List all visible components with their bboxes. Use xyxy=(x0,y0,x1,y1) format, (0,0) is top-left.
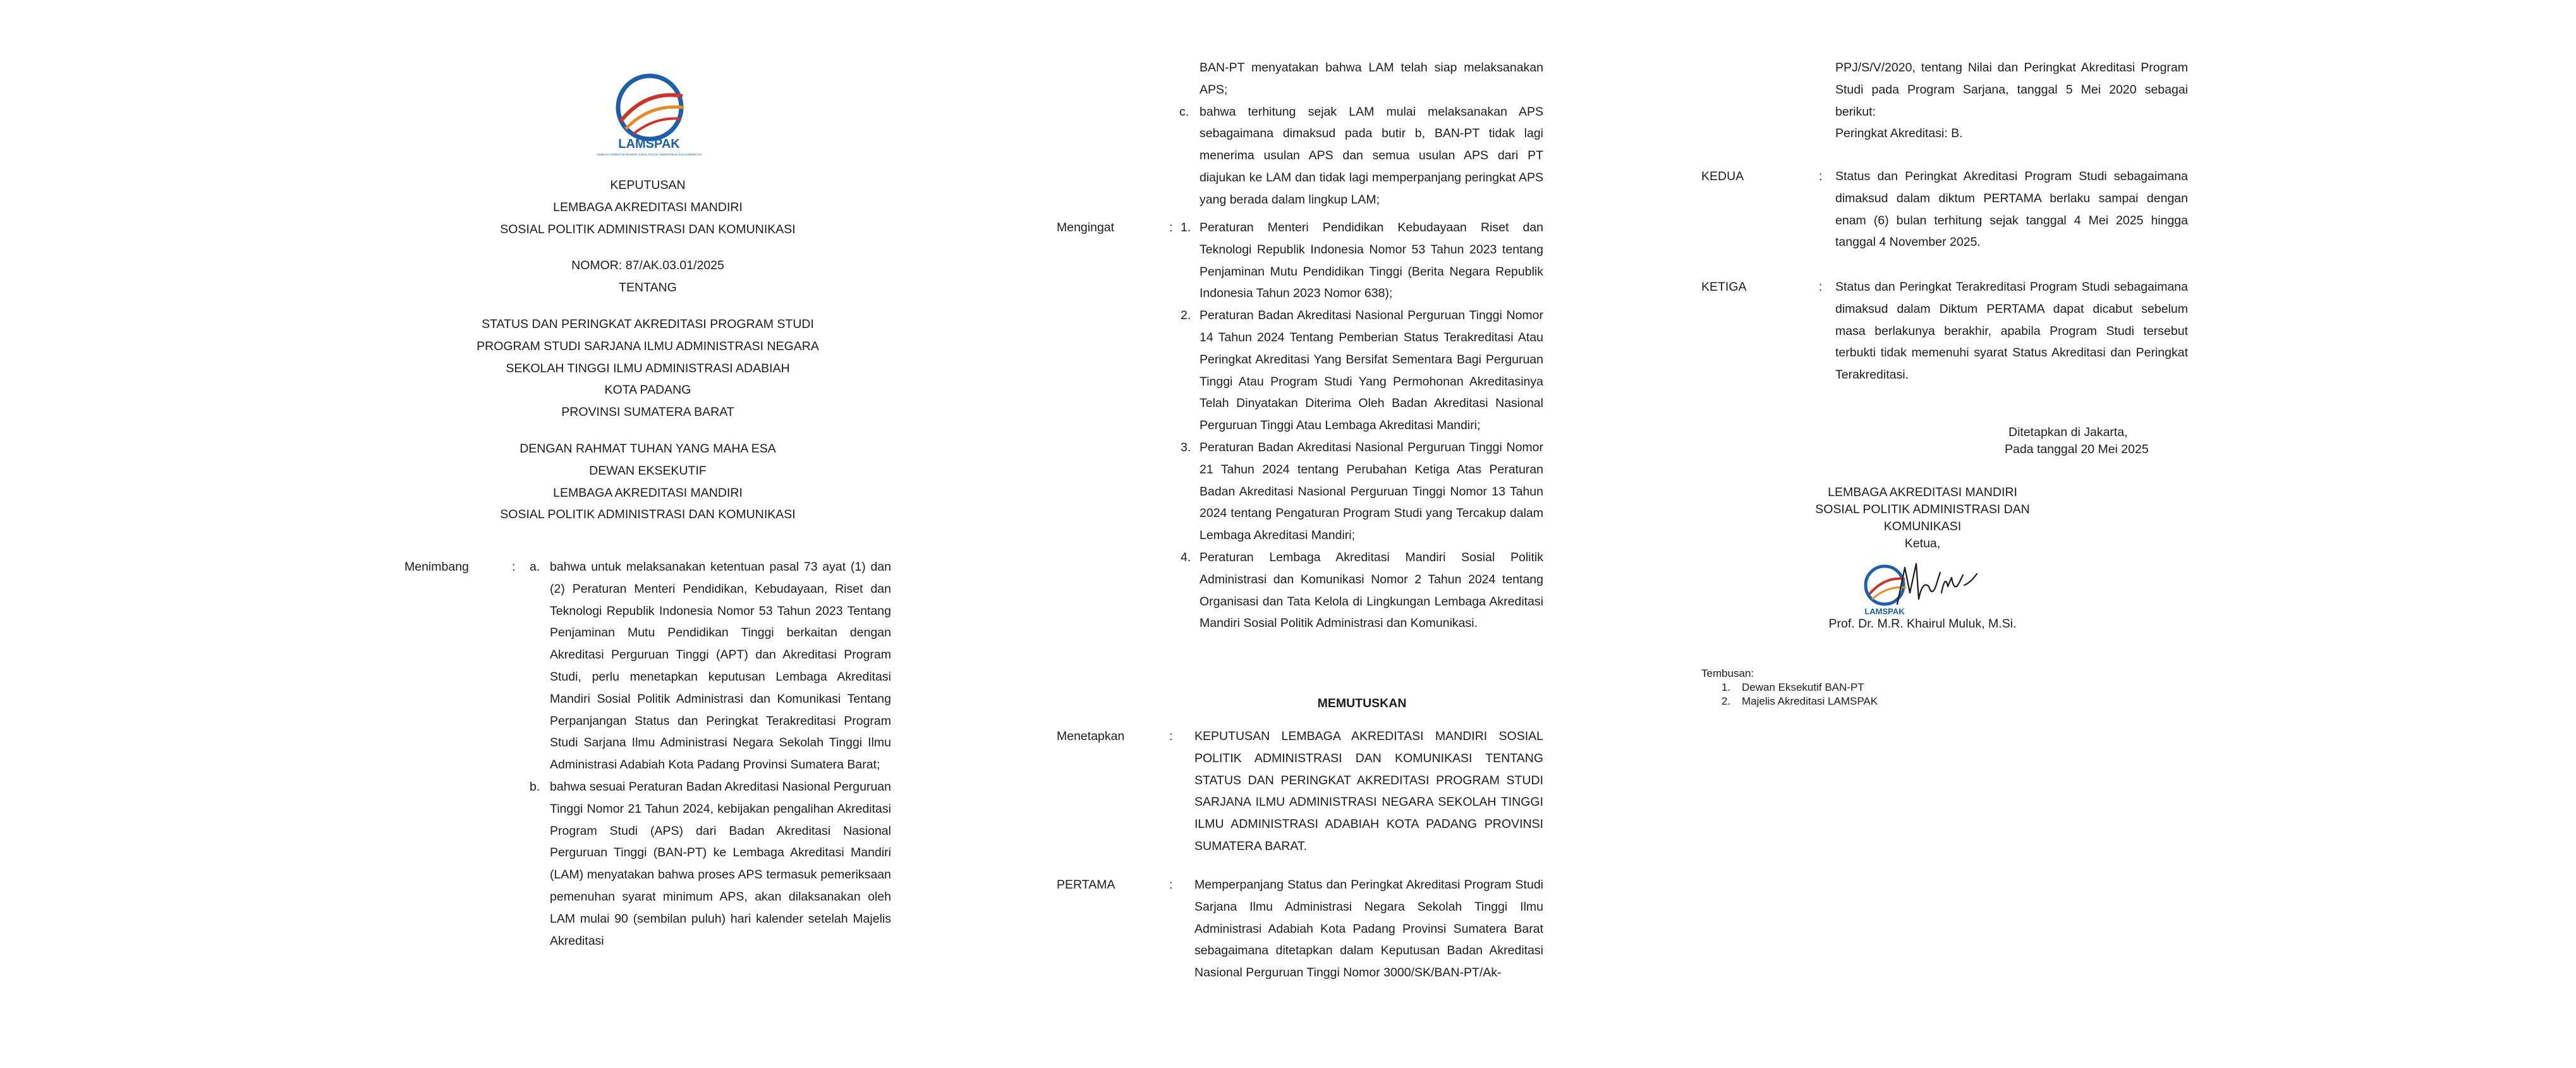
tentang-label: TENTANG xyxy=(619,281,677,295)
page-2 xyxy=(1057,0,1543,1068)
item-text: Majelis Akreditasi LAMSPAK xyxy=(1742,695,1878,707)
header-line: LEMBAGA AKREDITASI MANDIRI xyxy=(553,200,743,214)
item-text: Peraturan Menteri Pendidikan Kebudayaan Riset dan Teknologi Republik Indonesia Nomor 53 Tahun 2023 tentang Penjaminan Mutu Pendidikan Tinggi (Berita Negara Republik Indonesia Tahun 2023 Nomor 638); xyxy=(1200,221,1543,301)
peringkat-akreditasi: Peringkat Akreditasi: B. xyxy=(1835,126,1963,141)
mengingat-item xyxy=(1181,547,1543,634)
lamspak-logo xyxy=(597,71,702,159)
page-3 xyxy=(1701,0,2188,1068)
mengingat-item xyxy=(1181,217,1543,305)
pertama-label: PERTAMA xyxy=(1057,878,1115,892)
menimbang-item-b xyxy=(530,776,891,952)
colon: : xyxy=(1819,169,1823,183)
ketiga-label: KETIGA xyxy=(1701,280,1747,294)
header-line: SOSIAL POLITIK ADMINISTRASI DAN KOMUNIKASI xyxy=(500,222,796,236)
colon: : xyxy=(1819,280,1823,294)
item-number: 4. xyxy=(1181,550,1191,564)
decree-header xyxy=(404,174,891,526)
signatory-name: Prof. Dr. M.R. Khairul Muluk, M.Si. xyxy=(1828,617,2017,631)
sign-title: Ketua, xyxy=(1904,537,1941,550)
logo-wordmark: LAMSPAK xyxy=(618,137,680,151)
subject-line: SEKOLAH TINGGI ILMU ADMINISTRASI ADABIAH xyxy=(506,361,790,375)
ditetapkan-place: Ditetapkan di Jakarta, xyxy=(2008,425,2128,439)
mengingat-item xyxy=(1181,305,1543,437)
kedua-label: KEDUA xyxy=(1701,169,1744,183)
colon: : xyxy=(512,560,516,574)
subject-line: PROGRAM STUDI SARJANA ILMU ADMINISTRASI NEGARA xyxy=(477,339,819,353)
item-number: 2. xyxy=(1181,308,1191,323)
item-marker: c. xyxy=(1179,104,1189,119)
sign-org-line: LEMBAGA AKREDITASI MANDIRI xyxy=(1828,485,2017,499)
subject-line: STATUS DAN PERINGKAT AKREDITASI PROGRAM STUDI xyxy=(482,317,814,331)
rahmat-line: DEWAN EKSEKUTIF xyxy=(589,463,707,478)
signature-stamp xyxy=(1853,555,1992,618)
colon: : xyxy=(1169,729,1173,743)
subject-line: PROVINSI SUMATERA BARAT xyxy=(561,405,734,420)
menetapkan-label: Menetapkan xyxy=(1057,729,1125,743)
item-marker: b. xyxy=(530,779,540,794)
item-text: Dewan Eksekutif BAN-PT xyxy=(1742,681,1864,693)
item-text: Peraturan Badan Akreditasi Nasional Perguruan Tinggi Nomor 21 Tahun 2024 tentang Perubahan Ketiga Atas Peraturan Badan Akreditasi Nasional Perguruan Tinggi Nomor 13 Tahun 2024 tentang Pengaturan Program Studi yang Tercakup dalam Lembaga Akreditasi Mandiri; xyxy=(1200,440,1543,543)
mengingat-label: Mengingat xyxy=(1057,221,1115,234)
item-number: 1. xyxy=(1181,221,1191,234)
stamp-wordmark: LAMSPAK xyxy=(1864,607,1905,616)
pertama-continued-text: PPJ/S/V/2020, tentang Nilai dan Peringkat Akreditasi Program Studi pada Program Sarjana, tanggal 5 Mei 2020 sebagai berikut: xyxy=(1835,61,2188,119)
decree-number: NOMOR: 87/AK.03.01/2025 xyxy=(571,258,724,273)
signature-block xyxy=(1790,484,2055,633)
subject-line: KOTA PADANG xyxy=(604,383,691,397)
item-text: Peraturan Badan Akreditasi Nasional Perguruan Tinggi Nomor 14 Tahun 2024 Tentang Pemberian Status Terakreditasi Atau Peringkat Akreditasi Yang Bersifat Sementara Bagi Perguruan Tinggi Atau Program Studi Yang Permohonan Akreditasinya Telah Dinyatakan Diterima Oleh Badan Akreditasi Nasional Perguruan Tinggi Atau Lembaga Akreditasi Mandiri; xyxy=(1200,308,1543,433)
rahmat-line: SOSIAL POLITIK ADMINISTRASI DAN KOMUNIKASI xyxy=(500,507,796,522)
item-text: bahwa terhitung sejak LAM mulai melaksanakan APS sebagaimana dimaksud pada butir b, BAN-PT tidak lagi menerima usulan APS dan semua usulan APS dari PT diajukan ke LAM dan tidak lagi memperpanjang peringkat APS yang berada dalam lingkup LAM; xyxy=(1200,104,1543,207)
menimbang-item-c xyxy=(1179,101,1543,211)
item-number: 3. xyxy=(1181,440,1191,454)
ditetapkan-block xyxy=(2005,424,2149,458)
tembusan-label: Tembusan: xyxy=(1701,667,1754,679)
menetapkan-text: KEPUTUSAN LEMBAGA AKREDITASI MANDIRI SOSIAL POLITIK ADMINISTRASI DAN KOMUNIKASI TENTANG STATUS DAN PERINGKAT AKREDITASI PROGRAM STUDI SARJANA ILMU ADMINISTRASI NEGARA SEKOLAH TINGGI ILMU ADMINISTRASI ADABIAH KOTA PADANG PROVINSI SUMATERA BARAT. xyxy=(1194,729,1543,853)
tembusan-item xyxy=(1701,695,1878,708)
rahmat-line: DENGAN RAHMAT TUHAN YANG MAHA ESA xyxy=(519,441,776,456)
item-text: Peraturan Lembaga Akreditasi Mandiri Sosial Politik Administrasi dan Komunikasi Nomor 2 Tahun 2024 tentang Organisasi dan Tata Kelola di Lingkungan Lembaga Akreditasi Mandiri Sosial Politik Administrasi dan Komunikasi. xyxy=(1200,550,1543,631)
logo-tagline: LEMBAGA AKREDITASI MANDIRI SOSIAL POLITIK ADMINISTRASI DAN KOMUNIKASI xyxy=(597,153,702,156)
memutuskan-heading: MEMUTUSKAN xyxy=(1317,696,1407,710)
item-text: bahwa sesuai Peraturan Badan Akreditasi Nasional Perguruan Tinggi Nomor 21 Tahun 2024, kebijakan pengalihan Akreditasi Program Studi (APS) dari Badan Akreditasi Nasional Perguruan Tinggi (BAN-PT) ke Lembaga Akreditasi Mandiri (LAM) menyatakan bahwa proses APS termasuk pemeriksaan pemenuhan syarat minimum APS, akan dilaksanakan oleh LAM mulai 90 (sembilan puluh) hari kalender setelah Majelis Akreditasi xyxy=(550,779,891,948)
rahmat-line: LEMBAGA AKREDITASI MANDIRI xyxy=(553,485,743,500)
page-1 xyxy=(404,0,891,1068)
item-marker: a. xyxy=(530,560,540,574)
tembusan-item xyxy=(1701,681,1878,695)
menimbang-label: Menimbang xyxy=(404,560,469,574)
header-line: KEPUTUSAN xyxy=(610,178,686,192)
colon: : xyxy=(1169,878,1173,892)
pertama-continued xyxy=(1835,57,2188,145)
menimbang-list xyxy=(530,556,891,952)
pertama-text: Memperpanjang Status dan Peringkat Akreditasi Program Studi Sarjana Ilmu Administrasi Negara Sekolah Tinggi Ilmu Administrasi Adabiah Kota Padang Provinsi Sumatera Barat sebagaimana ditetapkan dalam Keputusan Badan Akreditasi Nasional Perguruan Tinggi Nomor 3000/SK/BAN-PT/Ak- xyxy=(1194,878,1543,980)
tembusan-block xyxy=(1701,667,1878,708)
sign-org-line: SOSIAL POLITIK ADMINISTRASI DAN KOMUNIKASI xyxy=(1815,502,2030,533)
item-text: bahwa untuk melaksanakan ketentuan pasal 73 ayat (1) dan (2) Peraturan Menteri Pendidikan, Kebudayaan, Riset dan Teknologi Republik Indonesia Nomor 53 Tahun 2023 Tentang Penjaminan Mutu Pendidikan Tinggi berkaitan dengan Akreditasi Perguruan Tinggi (APT) dan Akreditasi Program Studi, perlu menetapkan keputusan Lembaga Akreditasi Mandiri Sosial Politik Administrasi dan Komunikasi Tentang Perpanjangan Status dan Peringkat Terakreditasi Program Studi Sarjana Ilmu Administrasi Negara Sekolah Tinggi Ilmu Administrasi Adabiah Kota Padang Provinsi Sumatera Barat; xyxy=(550,560,891,772)
item-number: 1. xyxy=(1722,681,1731,693)
kedua-text: Status dan Peringkat Akreditasi Program Studi sebagaimana dimaksud dalam diktum PERTAMA berlaku sampai dengan enam (6) bulan terhitung sejak tanggal 4 Mei 2025 hingga tanggal 4 November 2025. xyxy=(1835,169,2188,250)
item-number: 2. xyxy=(1722,695,1731,707)
ditetapkan-date: Pada tanggal 20 Mei 2025 xyxy=(2005,442,2149,456)
mengingat-list xyxy=(1181,217,1543,634)
mengingat-item xyxy=(1181,437,1543,547)
menimbang-continued xyxy=(1179,57,1543,211)
menimbang-b-continued: BAN-PT menyatakan bahwa LAM telah siap melaksanakan APS; xyxy=(1200,61,1543,97)
colon: : xyxy=(1169,221,1173,234)
menimbang-item-a xyxy=(530,556,891,776)
ketiga-text: Status dan Peringkat Terakreditasi Program Studi sebagaimana dimaksud dalam Diktum PERTAMA dapat dicabut sebelum masa berlakunya berakhir, apabila Program Studi tersebut terbukti tidak memenuhi syarat Status Akreditasi dan Peringkat Terakreditasi. xyxy=(1835,280,2188,382)
